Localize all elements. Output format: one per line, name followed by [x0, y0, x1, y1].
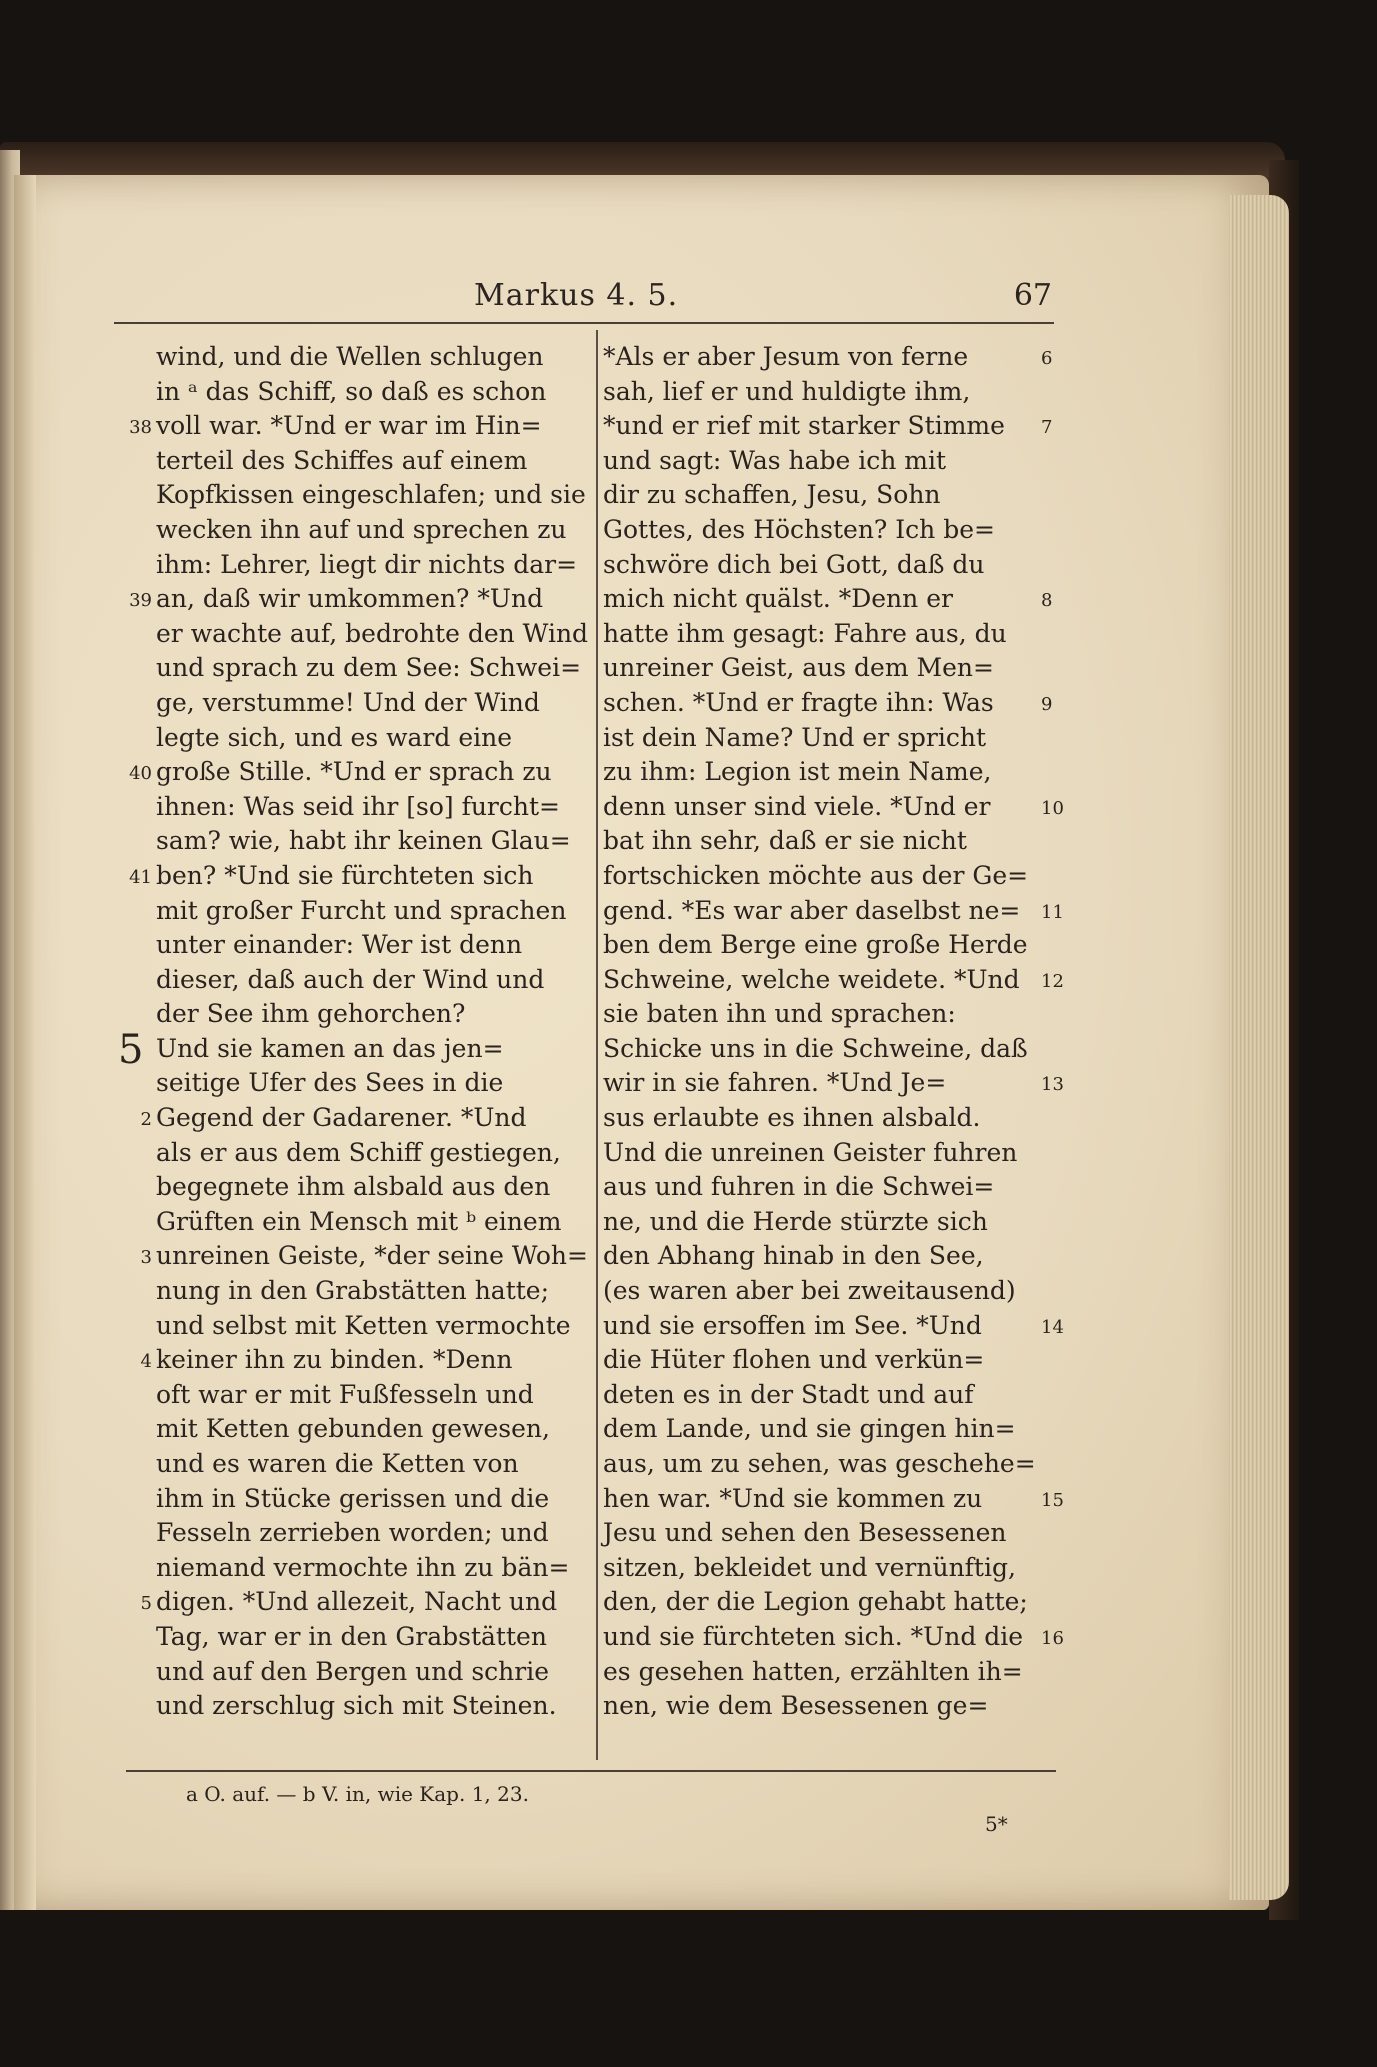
verse-text: terteil des Schiffes auf einem	[156, 445, 528, 475]
verse-text: ihm in Stücke gerissen und die	[156, 1483, 550, 1513]
text-line	[112, 1482, 576, 1517]
verse-text: aus und fuhren in die Schwei=	[603, 1172, 995, 1202]
text-line	[603, 548, 1023, 583]
text-line	[603, 894, 1064, 929]
text-line	[603, 1066, 1064, 1101]
text-line	[603, 478, 1023, 513]
verse-text: nen, wie dem Besessenen ge=	[603, 1691, 989, 1721]
verse-text: ihm: Lehrer, liegt dir nichts dar=	[156, 549, 578, 579]
verse-text: sus erlaubte es ihnen alsbald.	[603, 1103, 981, 1133]
verse-text: niemand vermochte ihn zu bän=	[156, 1552, 570, 1582]
text-line	[112, 1101, 576, 1136]
verse-number: 12	[1041, 970, 1064, 992]
verse-text: Tag, war er in den Grabstätten	[156, 1621, 547, 1651]
text-line	[603, 755, 1023, 790]
text-line	[112, 1205, 576, 1240]
verse-text: es gesehen hatten, erzählten ih=	[603, 1656, 1023, 1686]
text-line	[603, 513, 1023, 548]
verse-text: als er aus dem Schiff gestiegen,	[156, 1137, 561, 1167]
verse-text: nung in den Grabstätten hatte;	[156, 1276, 550, 1306]
text-line	[603, 1239, 1023, 1274]
verse-text: Und sie kamen an das jen=	[156, 1033, 504, 1063]
verse-text: und auf den Bergen und schrie	[156, 1656, 549, 1686]
text-line	[112, 790, 576, 825]
page-fore-edge	[1229, 195, 1289, 1900]
text-line	[112, 1447, 576, 1482]
text-line	[112, 928, 576, 963]
verse-text: sah, lief er und huldigte ihm,	[603, 376, 971, 406]
text-line	[112, 617, 589, 652]
verse-number: 13	[1041, 1074, 1064, 1096]
verse-text: ben? *Und sie fürchteten sich	[156, 860, 534, 890]
verse-text: wir in sie fahren. *Und Je=	[603, 1068, 947, 1098]
verse-text: *Als er aber Jesum von ferne	[603, 342, 969, 371]
verse-text: unreinen Geiste, *der seine Woh=	[156, 1241, 588, 1271]
text-line	[603, 1205, 1023, 1240]
text-line	[603, 963, 1064, 998]
text-line	[112, 686, 576, 721]
text-line	[112, 997, 576, 1032]
verse-number: 14	[1041, 1316, 1064, 1338]
text-line	[603, 997, 1023, 1032]
text-line	[112, 1516, 576, 1551]
verse-text: Schicke uns in die Schweine, daß	[603, 1033, 1028, 1063]
text-line	[603, 1447, 1036, 1482]
text-line	[603, 1378, 1023, 1413]
verse-number: 8	[1041, 590, 1053, 612]
text-line	[112, 1239, 588, 1274]
text-line	[603, 409, 1053, 444]
text-line	[112, 1689, 576, 1724]
verse-text: hatte ihm gesagt: Fahre aus, du	[603, 618, 1007, 648]
text-line	[603, 1620, 1064, 1655]
footnote-rule	[126, 1770, 1056, 1772]
text-line	[603, 1136, 1023, 1171]
text-line	[603, 1343, 1023, 1378]
verse-text: schwöre dich bei Gott, daß du	[603, 549, 985, 579]
text-line	[112, 1066, 576, 1101]
verse-text: keiner ihn zu binden. *Denn	[156, 1345, 513, 1375]
text-line	[112, 1412, 576, 1447]
verse-number: 41	[129, 866, 152, 888]
text-line	[603, 1516, 1023, 1551]
verse-text: bat ihn sehr, daß er sie nicht	[603, 826, 967, 856]
verse-number: 5	[140, 1593, 152, 1615]
running-header	[114, 278, 1054, 318]
verse-text: Schweine, welche weidete. *Und	[603, 964, 1020, 994]
verse-text: oft war er mit Fußfesseln und	[156, 1379, 534, 1409]
text-line	[112, 1274, 576, 1309]
verse-text: mit Ketten gebunden gewesen,	[156, 1414, 550, 1444]
verse-text: und sie fürchteten sich. *Und die	[603, 1621, 1024, 1651]
verse-text: den, der die Legion gehabt hatte;	[603, 1587, 1028, 1617]
text-line	[112, 409, 576, 444]
text-line	[603, 1551, 1023, 1586]
verse-text: dir zu schaffen, Jesu, Sohn	[603, 480, 941, 510]
verse-number: 9	[1041, 693, 1053, 715]
verse-text: Kopfkissen eingeschlafen; und sie	[156, 480, 586, 510]
verse-text: wind, und die Wellen schlugen	[156, 342, 544, 371]
text-line	[603, 375, 1023, 410]
verse-number: 2	[140, 1109, 152, 1131]
verse-text: *und er rief mit starker Stimme	[603, 411, 1005, 441]
text-line	[603, 1309, 1064, 1344]
page-gutter	[14, 175, 36, 1910]
verse-number: 3	[140, 1247, 152, 1269]
column-divider	[596, 330, 598, 1760]
left-column	[112, 340, 589, 1724]
verse-text: unter einander: Wer ist denn	[156, 930, 523, 960]
verse-text: ben dem Berge eine große Herde	[603, 930, 1028, 960]
verse-text: fortschicken möchte aus der Ge=	[603, 860, 1029, 890]
verse-text: gend. *Es war aber daselbst ne=	[603, 895, 1021, 925]
verse-number: 40	[129, 763, 152, 785]
verse-text: deten es in der Stadt und auf	[603, 1379, 974, 1409]
text-line	[112, 1343, 576, 1378]
text-line	[112, 548, 576, 583]
verse-text: und sprach zu dem See: Schwei=	[156, 653, 582, 683]
text-line	[112, 1136, 576, 1171]
verse-text: mich nicht quälst. *Denn er	[603, 584, 953, 614]
text-line	[112, 721, 576, 756]
text-line	[112, 859, 576, 894]
verse-text: sie baten ihn und sprachen:	[603, 999, 956, 1029]
text-line	[603, 444, 1023, 479]
verse-text: ge, verstumme! Und der Wind	[156, 687, 540, 717]
text-line	[603, 790, 1064, 825]
page-title: Markus 4. 5.	[474, 278, 679, 313]
text-line	[112, 824, 576, 859]
verse-text: Gegend der Gadarener. *Und	[156, 1103, 527, 1133]
text-line	[603, 340, 1053, 375]
header-rule	[114, 322, 1054, 324]
verse-text: und es waren die Ketten von	[156, 1449, 519, 1478]
text-line	[112, 478, 586, 513]
verse-text: und selbst mit Ketten vermochte	[156, 1310, 571, 1340]
text-line	[603, 1274, 1023, 1309]
text-line	[603, 1655, 1023, 1690]
text-line	[603, 1482, 1064, 1517]
verse-text: sitzen, bekleidet und vernünftig,	[603, 1552, 1016, 1582]
verse-text: Grüften ein Mensch mit ᵇ einem	[156, 1206, 562, 1236]
chapter-number: 5	[118, 1026, 144, 1073]
verse-text: digen. *Und allezeit, Nacht und	[156, 1587, 558, 1617]
verse-number: 39	[129, 590, 152, 612]
text-line	[112, 1551, 576, 1586]
text-line	[603, 582, 1053, 617]
verse-text: denn unser sind viele. *Und er	[603, 791, 991, 821]
verse-text: sam? wie, habt ihr keinen Glau=	[156, 826, 571, 856]
text-line	[112, 1309, 576, 1344]
footnote: a O. auf. — b V. in, wie Kap. 1, 23.	[186, 1782, 529, 1806]
text-line	[603, 824, 1023, 859]
verse-text: voll war. *Und er war im Hin=	[156, 411, 542, 441]
verse-text: ihnen: Was seid ihr [so] furcht=	[156, 791, 560, 821]
verse-text: dieser, daß auch der Wind und	[156, 964, 545, 994]
verse-text: und zerschlug sich mit Steinen.	[156, 1691, 557, 1721]
text-line	[603, 1101, 1023, 1136]
verse-number: 6	[1041, 348, 1053, 369]
text-line	[112, 963, 576, 998]
verse-text: er wachte auf, bedrohte den Wind	[156, 618, 589, 648]
text-line	[112, 340, 576, 375]
verse-text: große Stille. *Und er sprach zu	[156, 757, 552, 787]
page-number: 67	[1013, 278, 1052, 313]
verse-text: unreiner Geist, aus dem Men=	[603, 653, 994, 683]
verse-number: 16	[1041, 1627, 1064, 1649]
text-line	[603, 651, 1023, 686]
verse-text: Gottes, des Höchsten? Ich be=	[603, 514, 995, 544]
verse-number: 4	[140, 1351, 152, 1373]
signature-mark: 5*	[985, 1812, 1008, 1836]
text-line	[603, 928, 1028, 963]
text-line	[603, 1412, 1023, 1447]
verse-text: aus, um zu sehen, was geschehe=	[603, 1449, 1036, 1478]
text-line	[112, 1378, 576, 1413]
text-line	[603, 721, 1023, 756]
verse-text: und sie ersoffen im See. *Und	[603, 1310, 982, 1340]
verse-text: schen. *Und er fragte ihn: Was	[603, 687, 994, 717]
text-line	[112, 1026, 576, 1073]
verse-text: (es waren aber bei zweitausend)	[603, 1276, 1016, 1306]
verse-text: die Hüter flohen und verkün=	[603, 1345, 985, 1375]
verse-text: legte sich, und es ward eine	[156, 722, 513, 752]
text-line	[603, 1032, 1028, 1067]
verse-number: 15	[1041, 1489, 1064, 1511]
verse-text: Und die unreinen Geister fuhren	[603, 1137, 1018, 1167]
verse-number: 7	[1041, 417, 1053, 439]
text-line	[112, 1655, 576, 1690]
verse-text: an, daß wir umkommen? *Und	[156, 584, 544, 614]
verse-text: der See ihm gehorchen?	[156, 999, 466, 1029]
verse-text: und sagt: Was habe ich mit	[603, 445, 947, 475]
verse-text: den Abhang hinab in den See,	[603, 1241, 984, 1271]
text-line	[603, 1689, 1023, 1724]
text-line	[112, 894, 576, 929]
right-column	[603, 340, 1064, 1724]
verse-text: Jesu und sehen den Besessenen	[603, 1518, 1007, 1548]
text-line	[603, 617, 1023, 652]
text-line	[112, 1620, 576, 1655]
verse-number: 10	[1041, 797, 1064, 819]
text-line	[112, 513, 576, 548]
verse-text: wecken ihn auf und sprechen zu	[156, 514, 567, 544]
verse-text: mit großer Furcht und sprachen	[156, 895, 567, 925]
text-line	[112, 582, 576, 617]
text-line	[603, 1585, 1028, 1620]
verse-text: hen war. *Und sie kommen zu	[603, 1483, 983, 1513]
text-line	[112, 444, 576, 479]
verse-number: 11	[1041, 901, 1064, 923]
text-line	[112, 1170, 576, 1205]
verse-text: zu ihm: Legion ist mein Name,	[603, 757, 992, 787]
verse-number: 38	[129, 417, 152, 439]
verse-text: seitige Ufer des Sees in die	[156, 1068, 504, 1098]
text-line	[112, 651, 582, 686]
text-line	[112, 755, 576, 790]
verse-text: dem Lande, und sie gingen hin=	[603, 1414, 1016, 1444]
verse-text: Fesseln zerrieben worden; und	[156, 1518, 549, 1548]
text-line	[603, 859, 1029, 894]
text-line	[603, 686, 1053, 721]
verse-text: ist dein Name? Und er spricht	[603, 722, 987, 752]
text-line	[112, 375, 576, 410]
verse-text: in ᵃ das Schiff, so daß es schon	[156, 376, 547, 406]
text-line	[603, 1170, 1023, 1205]
verse-text: begegnete ihm alsbald aus den	[156, 1172, 551, 1202]
verse-text: ne, und die Herde stürzte sich	[603, 1206, 988, 1236]
text-line	[112, 1585, 576, 1620]
